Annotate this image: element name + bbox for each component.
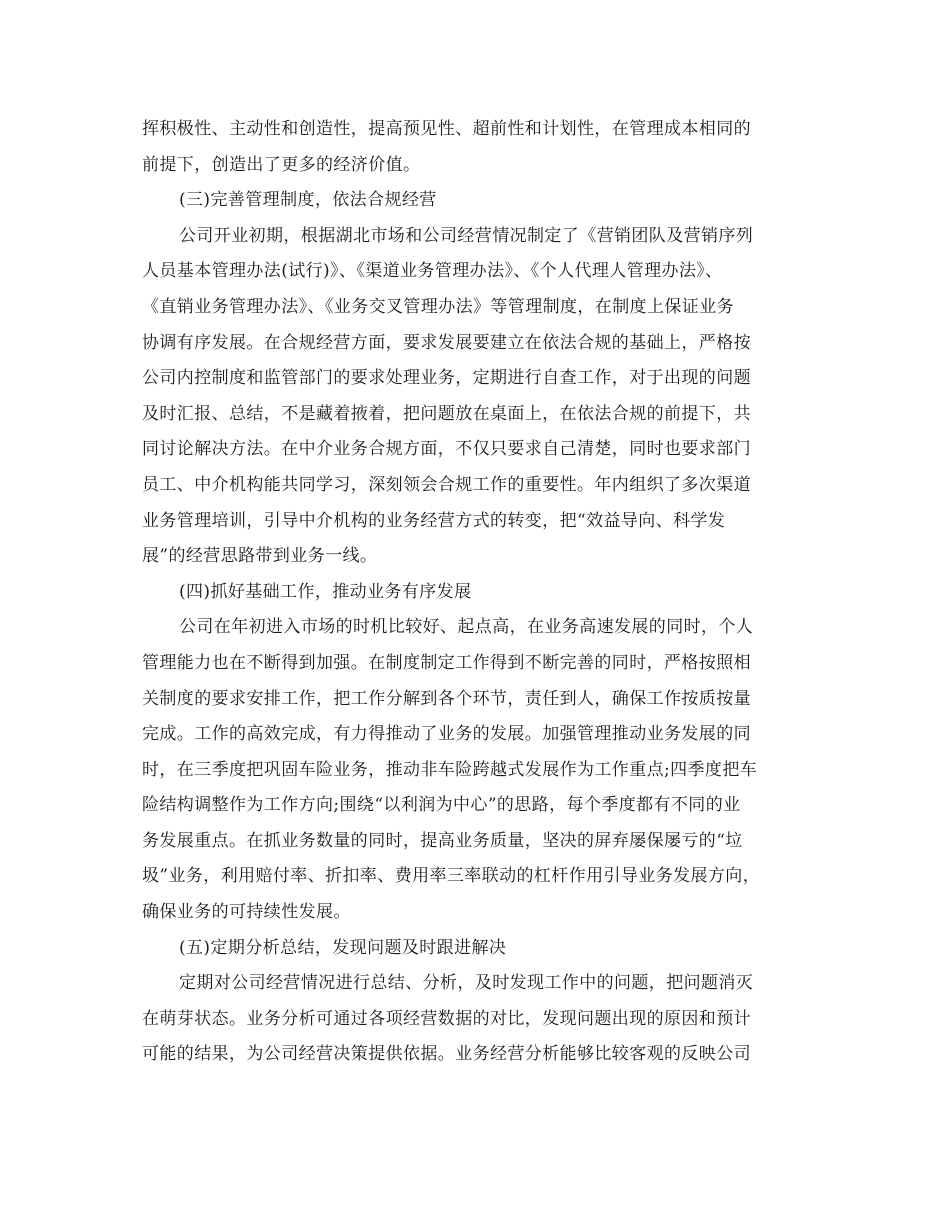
paragraph-line: 可能的结果，为公司经营决策提供依据。业务经营分析能够比较客观的反映公司 [142, 1044, 751, 1065]
paragraph-line: 同讨论解决方法。在中介业务合规方面，不仅只要求自己清楚，同时也要求部门 [142, 439, 751, 460]
paragraph-line: 业务管理培训，引导中介机构的业务经营方式的转变，把“效益导向、科学发 [142, 510, 726, 531]
paragraph-line: 确保业务的可持续性发展。 [142, 902, 351, 923]
paragraph-line: 及时汇报、总结，不是藏着掖着，把问题放在桌面上，在依法合规的前提下，共 [142, 403, 751, 424]
paragraph-line: 在萌芽状态。业务分析可通过各项经营数据的对比，发现问题出现的原因和预计 [142, 1008, 751, 1029]
paragraph-line: 完成。工作的高效完成，有力得推动了业务的发展。加强管理推动业务发展的同 [142, 724, 751, 745]
paragraph-line: 员工、中介机构能共同学习，深刻领会合规工作的重要性。年内组织了多次渠道 [142, 474, 751, 495]
paragraph-line: 人员基本管理办法(试行)》、《渠道业务管理办法》、《个人代理人管理办法》、 [142, 261, 723, 282]
document-page [142, 112, 810, 1073]
paragraph-line: 险结构调整作为工作方向;围绕“以利润为中心”的思路，每个季度都有不同的业 [142, 795, 741, 816]
paragraph-line: 务发展重点。在抓业务数量的同时，提高业务质量，坚决的屏弃屡保屡亏的“垃 [142, 830, 743, 851]
paragraph-line: 《直销业务管理办法》、《业务交叉管理办法》等管理制度，在制度上保证业务 [142, 296, 734, 317]
paragraph-line: 定期对公司经营情况进行总结、分析，及时发现工作中的问题，把问题消灭 [179, 973, 754, 994]
paragraph-line: 关制度的要求安排工作，把工作分解到各个环节，责任到人，确保工作按质按量 [142, 688, 751, 709]
document-body [142, 112, 810, 1073]
paragraph-line: 圾”业务，利用赔付率、折扣率、费用率三率联动的杠杆作用引导业务发展方向， [142, 866, 761, 887]
paragraph-line: 展”的经营思路带到业务一线。 [142, 546, 378, 567]
paragraph-line: 管理能力也在不断得到加强。在制度制定工作得到不断完善的同时，严格按照相 [142, 652, 751, 673]
paragraph-line: 挥积极性、主动性和创造性，提高预见性、超前性和计划性，在管理成本相同的 [142, 119, 751, 139]
paragraph-line: 前提下，创造出了更多的经济价值。 [142, 154, 421, 175]
section-heading: (四)抓好基础工作，推动业务有序发展 [179, 581, 472, 602]
paragraph-line: 公司内控制度和监管部门的要求处理业务，定期进行自查工作，对于出现的问题 [142, 368, 751, 389]
paragraph-line: 时，在三季度把巩固车险业务，推动非车险跨越式发展作为工作重点;四季度把车 [142, 759, 758, 780]
paragraph-line: 协调有序发展。在合规经营方面，要求发展要建立在依法合规的基础上，严格按 [142, 332, 751, 353]
section-heading: (三)完善管理制度，依法合规经营 [179, 190, 437, 211]
paragraph-line: 公司开业初期，根据湖北市场和公司经营情况制定了《营销团队及营销序列 [179, 225, 754, 246]
section-heading: (五)定期分析总结，发现问题及时跟进解决 [179, 937, 507, 958]
paragraph-line: 公司在年初进入市场的时机比较好、起点高，在业务高速发展的同时，个人 [179, 617, 754, 638]
